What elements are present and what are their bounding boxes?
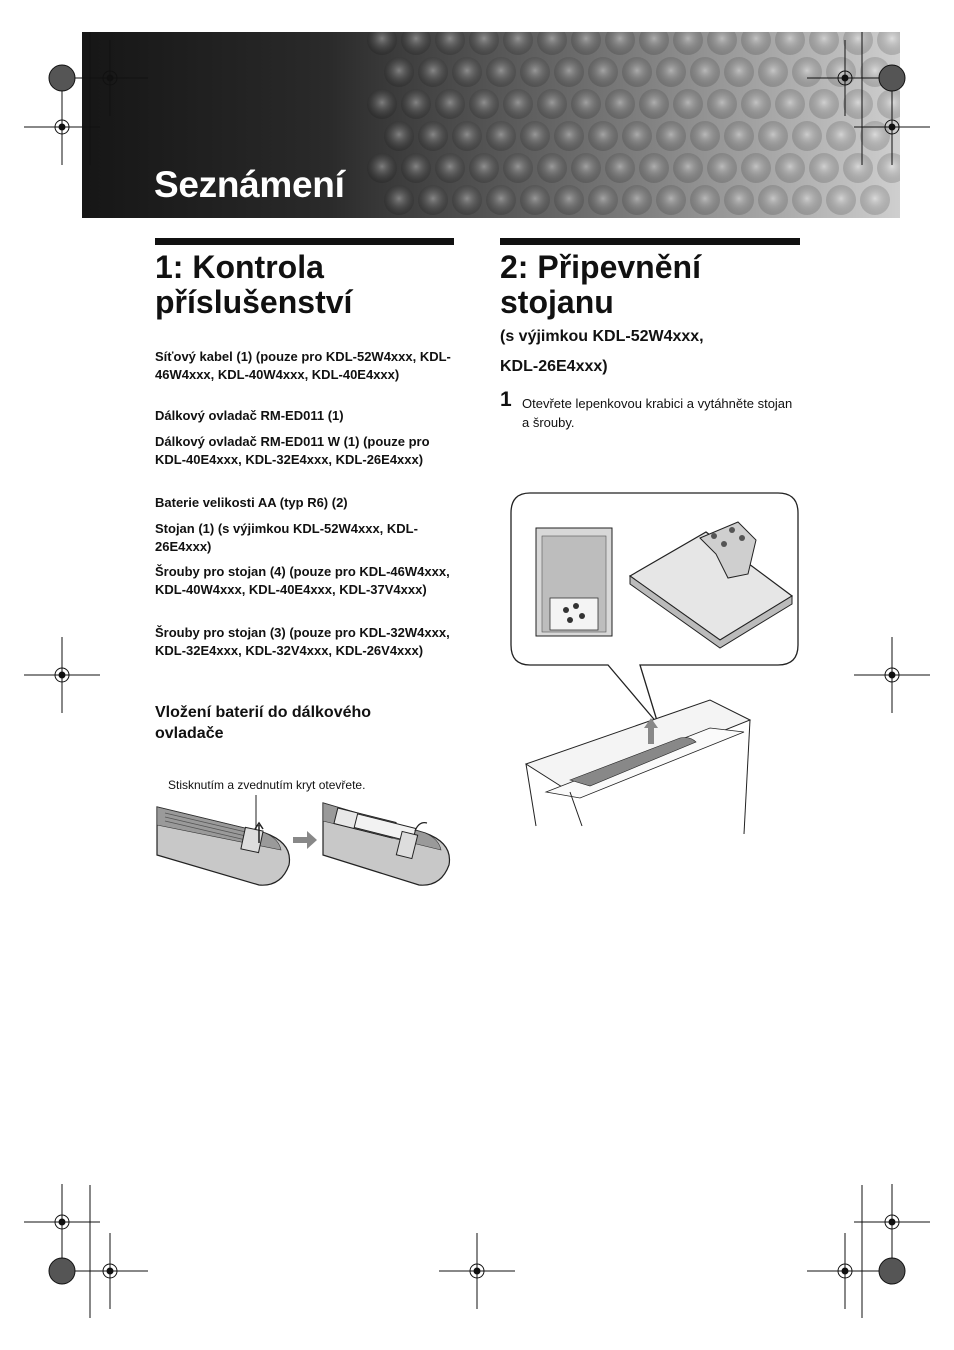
list-item: Baterie velikosti AA (typ R6) (2) [155, 495, 348, 510]
banner-dot [622, 121, 652, 151]
banner-dot [707, 32, 737, 55]
banner-dot [809, 89, 839, 119]
banner-dot [537, 89, 567, 119]
crosshair-mark [439, 1233, 515, 1309]
banner-dot [503, 153, 533, 183]
banner-dot [843, 89, 873, 119]
banner-dot [673, 89, 703, 119]
banner-dot [690, 185, 720, 215]
banner-dot [860, 185, 890, 215]
banner-dot [452, 185, 482, 215]
section-rule-left [155, 238, 454, 245]
heading-line-2: stojanu [500, 284, 614, 320]
stand-subtitle [500, 322, 704, 382]
banner-dot [418, 121, 448, 151]
section-rule-right [500, 238, 800, 245]
list-item: Dálkový ovladač RM-ED011 (1) [155, 408, 344, 423]
banner-dot [554, 185, 584, 215]
list-item: Síťový kabel (1) (pouze pro KDL-52W4xxx, KDL-46W4xxx, KDL-40W4xxx, KDL-40E4xxx) [155, 349, 451, 382]
banner-dot [877, 89, 900, 119]
banner-dot [826, 121, 856, 151]
remote-battery-illustration [155, 795, 455, 895]
banner-dot [877, 32, 900, 55]
banner-dot [452, 121, 482, 151]
stand-box-illustration [510, 492, 800, 837]
banner-dot [571, 32, 601, 55]
banner-dot [826, 185, 856, 215]
banner-dot [486, 185, 516, 215]
crosshair-mark [854, 637, 930, 713]
battery-subheading: Vložení baterií do dálkového ovladače [155, 704, 372, 742]
heading-line-2: příslušenství [155, 284, 353, 320]
banner-dot [588, 57, 618, 87]
registration-dot [49, 65, 75, 91]
banner-dot [792, 121, 822, 151]
banner-dot [605, 153, 635, 183]
banner-dot [520, 121, 550, 151]
banner-dot [469, 89, 499, 119]
banner-dot [724, 121, 754, 151]
banner-dot [656, 121, 686, 151]
list-item: Dálkový ovladač RM-ED011 W (1) (pouze pro KDL-40E4xxx, KDL-32E4xxx, KDL-26E4xxx) [155, 434, 430, 467]
banner-dot [826, 57, 856, 87]
banner-dot [724, 185, 754, 215]
banner-dot [401, 32, 431, 55]
banner-dot [367, 153, 397, 183]
banner-dot [367, 32, 397, 55]
banner-dot [741, 89, 771, 119]
subtitle-line-2: KDL-26E4xxx) [500, 358, 608, 375]
banner-dot [639, 32, 669, 55]
banner-dot [571, 153, 601, 183]
page-title: Seznámení [154, 164, 345, 205]
banner-dot [690, 121, 720, 151]
banner-dot [469, 153, 499, 183]
banner-dot [622, 57, 652, 87]
banner-dot [622, 185, 652, 215]
banner-dot [792, 185, 822, 215]
banner-dot [758, 57, 788, 87]
banner-dot [673, 32, 703, 55]
banner-dot [588, 185, 618, 215]
banner-dot [384, 185, 414, 215]
banner-dot [367, 89, 397, 119]
banner-dot [554, 121, 584, 151]
banner-dot [520, 57, 550, 87]
crosshair-mark [72, 1233, 148, 1309]
banner-dot [775, 32, 805, 55]
banner-dot [384, 121, 414, 151]
banner-dot [707, 153, 737, 183]
banner-dot [503, 89, 533, 119]
banner-dot [486, 57, 516, 87]
banner-dot [741, 153, 771, 183]
banner-dot [486, 121, 516, 151]
banner-dot [401, 153, 431, 183]
banner-dot [758, 185, 788, 215]
banner-dot [775, 153, 805, 183]
banner-dot [656, 57, 686, 87]
banner-dot [537, 32, 567, 55]
banner-dot [554, 57, 584, 87]
crosshair-mark [24, 637, 100, 713]
banner-dot [707, 89, 737, 119]
banner-dot [571, 89, 601, 119]
banner-dot [435, 153, 465, 183]
banner-dot [690, 57, 720, 87]
list-item: Stojan (1) (s výjimkou KDL-52W4xxx, KDL-26E4xxx) [155, 521, 418, 554]
crosshair-mark [807, 1233, 883, 1309]
banner-dot [435, 89, 465, 119]
banner-dot [809, 32, 839, 55]
list-item: Šrouby pro stojan (3) (pouze pro KDL-32W4xxx, KDL-32E4xxx, KDL-32V4xxx, KDL-26V4xxx) [155, 625, 450, 658]
banner-dot [843, 153, 873, 183]
banner-dot [503, 32, 533, 55]
banner-dot [452, 57, 482, 87]
list-item: Šrouby pro stojan (4) (pouze pro KDL-46W4xxx, KDL-40W4xxx, KDL-40E4xxx, KDL-37V4xxx) [155, 564, 450, 597]
banner-dot [639, 89, 669, 119]
banner-dot [860, 121, 890, 151]
banner-dot [469, 32, 499, 55]
banner-dot [860, 57, 890, 87]
banner-dot [605, 32, 635, 55]
heading-line-1: 1: Kontrola [155, 249, 324, 285]
banner-dot [605, 89, 635, 119]
section-heading-accessories [155, 250, 352, 320]
step-text: Otevřete lepenkovou krabici a vytáhněte stojan a šrouby. [522, 396, 793, 430]
banner-dot [792, 57, 822, 87]
banner-dot [384, 57, 414, 87]
banner-dot [843, 32, 873, 55]
banner-dot [588, 121, 618, 151]
banner-dot [809, 153, 839, 183]
banner-dot [520, 185, 550, 215]
banner-dot [418, 185, 448, 215]
registration-dot [49, 1258, 75, 1284]
banner-dot [639, 153, 669, 183]
banner-dot [435, 32, 465, 55]
step-number: 1 [500, 388, 512, 411]
battery-caption: Stisknutím a zvednutím kryt otevřete. [168, 778, 366, 792]
banner-dot [758, 121, 788, 151]
banner-dot [673, 153, 703, 183]
crosshair-mark [854, 1184, 930, 1260]
banner-dot [537, 153, 567, 183]
banner-dot [741, 32, 771, 55]
banner-dot [656, 185, 686, 215]
header-banner [82, 32, 900, 218]
banner-dot [775, 89, 805, 119]
crosshair-mark [24, 1184, 100, 1260]
banner-dot [401, 89, 431, 119]
registration-dot [879, 1258, 905, 1284]
banner-dot [877, 153, 900, 183]
subtitle-line-1: (s výjimkou KDL-52W4xxx, [500, 328, 704, 345]
banner-dot [418, 57, 448, 87]
banner-dot [724, 57, 754, 87]
section-heading-stand [500, 250, 701, 320]
heading-line-1: 2: Připevnění [500, 249, 701, 285]
